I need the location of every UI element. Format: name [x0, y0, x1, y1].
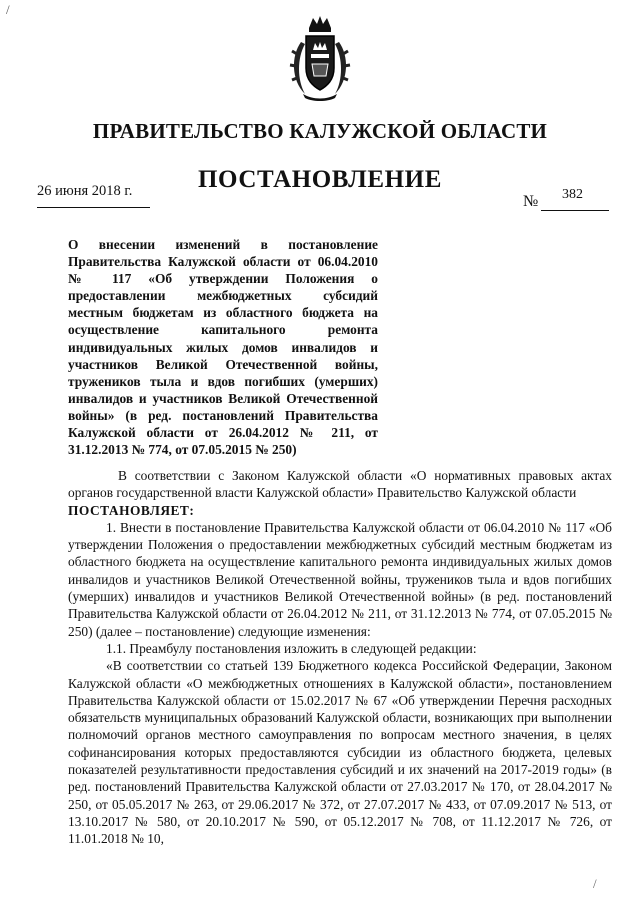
document-subject: О внесении изменений в постановление Правительства Калужской области от 06.04.2010 № 117 «Об утверждении Положения о предоставлении межбюджетных субсидий местным бюджетам из областного бюджета на осуществление капитального ремонта индивидуальных жилых домов инвалидов и участников Великой Отечественной войны, тружеников тыла и вдов погибших (умерших) инвалидов и участников Великой Отечественной войны» (в ред. постановлений Правительства Калужской области от 26.04.2012 № 211, от 31.12.2013 № 774, от 07.05.2015 № 250) — [68, 237, 378, 458]
document-type-title: ПОСТАНОВЛЕНИЕ — [197, 166, 443, 193]
document-number: 382 — [562, 187, 583, 202]
quoted-preamble-paragraph: «В соответствии со статьей 139 Бюджетного кодекса Российской Федерации, Законом Калужской области «О межбюджетных отношениях в Калужской области», постановлением Правительства Калужской области от 15.02.2017 № 67 «Об утверждении Перечня расходных обязательств муниципальных образований Калужской области, возникающих при выполнении полномочий органов местного самоуправления по вопросам местного значения, в целях софинансирования которых предоставляются субсидии из областного бюджета, целевых показателей результативности предоставления субсидий и их значений на 2017-2019 годы» (в ред. постановлений Правительства Калужской области от 27.03.2017 № 170, от 28.04.2017 № 250, от 05.05.2017 № 263, от 29.06.2017 № 372, от 27.07.2017 № 433, от 07.09.2017 № 513, от 13.10.2017 № 580, от 20.10.2017 № 590, от 05.12.2017 № 708, от 11.12.2017 № 726, от 11.01.2018 № 10, — [68, 658, 612, 847]
date-underline — [37, 207, 150, 208]
preamble-paragraph: В соответствии с Законом Калужской области «О нормативных правовых актах органов государственной власти Калужской области» Правительство Калужской области — [68, 468, 612, 501]
emblem-drawing — [287, 14, 353, 102]
document-date: 26 июня 2018 г. — [37, 183, 133, 199]
item-1-paragraph: 1. Внести в постановление Правительства Калужской области от 06.04.2010 № 117 «Об утверждении Положения о предоставлении межбюджетных субсидий местным бюджетам из областного бюджета на осуществление капитального ремонта индивидуальных жилых домов инвалидов и участников Великой Отечественной войны, тружеников тыла и вдов погибших (умерших) инвалидов и участников Великой Отечественной войны» (в ред. постановлений Правительства Калужской области от 26.04.2012 № 211, от 31.12.2013 № 774, от 07.05.2015 № 250) (далее – постановление) следующие изменения: — [68, 519, 612, 639]
bottom-mark: / — [593, 876, 597, 891]
number-sign: № — [523, 193, 539, 210]
kaluga-coat-of-arms-icon — [287, 14, 353, 102]
organization-title: ПРАВИТЕЛЬСТВО КАЛУЖСКОЙ ОБЛАСТИ — [92, 119, 548, 143]
document-body — [68, 467, 612, 848]
number-underline — [541, 210, 609, 211]
item-1-1-paragraph: 1.1. Преамбулу постановления изложить в следующей редакции: — [106, 640, 477, 656]
corner-mark: / — [6, 2, 10, 17]
decree-word: ПОСТАНОВЛЯЕТ: — [68, 502, 195, 518]
